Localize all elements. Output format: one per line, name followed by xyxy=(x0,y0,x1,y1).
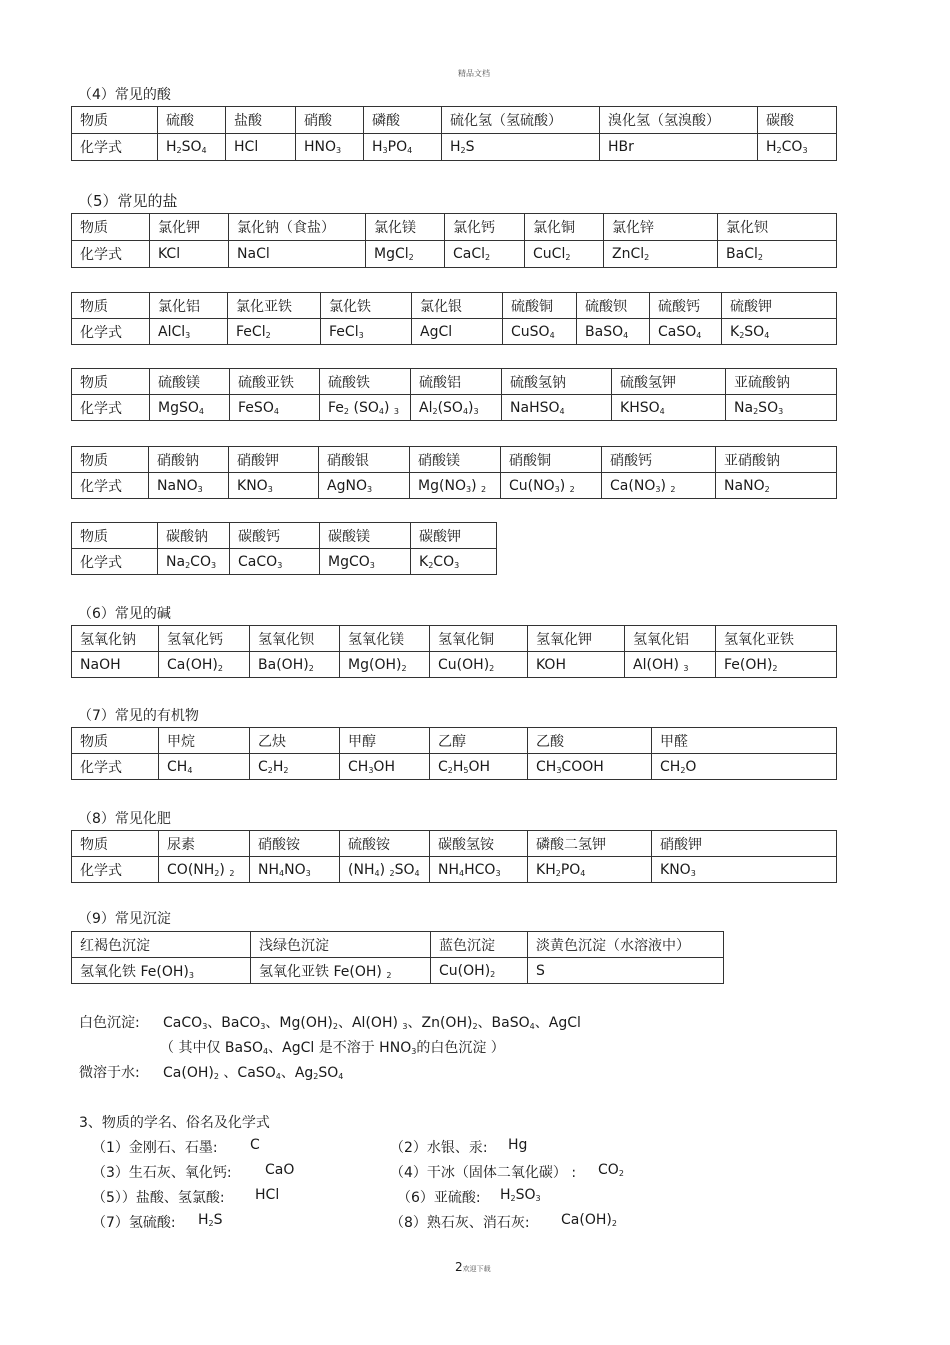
table-header-cell: 硫酸钾 xyxy=(722,293,837,319)
slightly-soluble-label: 微溶于水: xyxy=(79,1065,140,1081)
table-header-cell: 氯化钙 xyxy=(445,214,525,241)
table-cell: $Al_2(SO_4)_3$ xyxy=(411,395,502,421)
table-header-cell: 甲醛 xyxy=(652,728,837,754)
table-header-cell: 氢氧化亚铁 xyxy=(716,626,837,652)
table-header-cell: 磷酸 xyxy=(364,107,442,134)
table-header-cell: 物质 xyxy=(72,831,159,857)
table-cell: 化学式 xyxy=(72,754,159,780)
name-label: （4）干冰（固体二氧化碳） : xyxy=(390,1165,577,1181)
table-header-cell: 硝酸钾 xyxy=(652,831,837,857)
table-cell: 化学式 xyxy=(72,319,150,345)
table-header-cell: 亚硫酸钠 xyxy=(726,369,837,395)
table-header-cell: 氯化银 xyxy=(412,293,503,319)
white-precipitate-note: （ 其中仅 BaSO$_4$、AgCl 是不溶于 $HNO_3$的白色沉淀 ） xyxy=(160,1040,505,1056)
table-cell: KOH xyxy=(528,652,625,678)
table-row xyxy=(72,473,837,499)
table-cell: 化学式 xyxy=(72,473,149,499)
table-cell: 化学式 xyxy=(72,134,158,161)
table-cell: $CH_3COOH$ xyxy=(528,754,652,780)
header-row xyxy=(72,831,837,857)
table-cell: $HNO_3$ xyxy=(296,134,364,161)
table-cell: $Fe(OH)_2$ xyxy=(716,652,837,678)
page-number: 2 xyxy=(455,1260,463,1274)
name-formula: $CO_2$ xyxy=(598,1162,624,1178)
section-title-salts: （5）常见的盐 xyxy=(78,192,178,210)
table-header-cell: 碳酸钾 xyxy=(411,523,497,549)
name-label: （8）熟石灰、消石灰: xyxy=(390,1215,530,1231)
name-formula: $H_2S$ xyxy=(198,1212,223,1228)
table-cell: $Na_2CO_3$ xyxy=(158,549,230,575)
table-header-cell: 氯化锌 xyxy=(604,214,718,241)
table-cell: $Cu(NO_3)$ $_2$ xyxy=(501,473,602,499)
table-header-cell: 氯化钾 xyxy=(150,214,229,241)
table-header-cell: 硝酸铜 xyxy=(501,447,602,473)
table-cell: $Ca(OH)_2$ xyxy=(159,652,250,678)
header-row xyxy=(72,107,837,134)
table-cell: Al(OH) $_3$ xyxy=(625,652,716,678)
table-header-cell: 氯化铝 xyxy=(150,293,228,319)
table-header-cell: 氯化铁 xyxy=(321,293,412,319)
table-header-cell: 硫酸铁 xyxy=(320,369,411,395)
table-header-cell: 氯化镁 xyxy=(366,214,445,241)
table-header-cell: 氢氧化钠 xyxy=(72,626,159,652)
table-header-cell: 硫酸铜 xyxy=(503,293,577,319)
table-row xyxy=(72,549,497,575)
table-cell: MgCl$_2$ xyxy=(366,241,445,268)
name-formula: HCl xyxy=(255,1187,280,1203)
table-header-cell: 氢氧化镁 xyxy=(340,626,430,652)
table-cell: KCl xyxy=(150,241,229,268)
name-label: （3）生石灰、氧化钙: xyxy=(92,1165,232,1181)
page-header: 精品文档 xyxy=(458,69,490,78)
salts-table-4 xyxy=(71,446,837,499)
table-cell: NaNO$_2$ xyxy=(716,473,837,499)
header-row xyxy=(72,523,497,549)
table-cell: NaHSO$_4$ xyxy=(502,395,612,421)
table-header-cell: 甲烷 xyxy=(159,728,250,754)
table-row xyxy=(72,857,837,883)
white-precipitate-list: CaCO$_3$、BaCO$_3$、$Mg(OH)_2$、Al(OH) $_3$、$Zn(OH)_2$、BaSO$_4$、AgCl xyxy=(163,1015,581,1031)
table-cell: FeCl$_2$ xyxy=(228,319,321,345)
table-cell: $H_2S$ xyxy=(442,134,600,161)
name-label: （2）水银、汞: xyxy=(390,1140,488,1156)
table-header-cell: 硝酸钠 xyxy=(149,447,229,473)
table-cell: HBr xyxy=(600,134,758,161)
acids-table xyxy=(71,106,837,161)
table-cell: $CO(NH_2)$ $_2$ xyxy=(159,857,250,883)
name-label: （5））盐酸、氢氯酸: xyxy=(92,1190,225,1206)
table-cell: FeCl$_3$ xyxy=(321,319,412,345)
table-header-cell: 浅绿色沉淀 xyxy=(251,932,431,958)
table-header-cell: 碳酸钙 xyxy=(230,523,320,549)
table-row xyxy=(72,319,837,345)
table-cell: FeSO$_4$ xyxy=(230,395,320,421)
table-cell: $NH_4NO_3$ xyxy=(250,857,340,883)
table-cell: $H_3PO_4$ xyxy=(364,134,442,161)
table-cell: $KH_2PO_4$ xyxy=(528,857,652,883)
table-cell: $K_2CO_3$ xyxy=(411,549,497,575)
table-cell: $C_2H_5OH$ xyxy=(430,754,528,780)
header-row xyxy=(72,369,837,395)
table-cell: $CH_2O$ xyxy=(652,754,837,780)
table-cell: 化学式 xyxy=(72,241,150,268)
name-label: （6）亚硫酸: xyxy=(397,1190,481,1206)
table-cell: HCl xyxy=(226,134,296,161)
table-header-cell: 氯化钡 xyxy=(718,214,837,241)
table-header-cell: 红褐色沉淀 xyxy=(72,932,251,958)
table-header-cell: 物质 xyxy=(72,523,158,549)
table-cell: ZnCl$_2$ xyxy=(604,241,718,268)
table-header-cell: 物质 xyxy=(72,728,159,754)
table-cell: 化学式 xyxy=(72,857,159,883)
table-header-cell: 氯化亚铁 xyxy=(228,293,321,319)
table-header-cell: 硫酸钙 xyxy=(650,293,722,319)
table-cell: $Ca(NO_3)$ $_2$ xyxy=(602,473,716,499)
name-label: （7）氢硫酸: xyxy=(92,1215,176,1231)
table-row xyxy=(72,134,837,161)
table-header-cell: 硫酸亚铁 xyxy=(230,369,320,395)
table-cell: $KNO_3$ xyxy=(652,857,837,883)
section-title-precipitates: （9）常见沉淀 xyxy=(78,911,171,927)
table-cell: BaCl$_2$ xyxy=(718,241,837,268)
table-cell: $CH_4$ xyxy=(159,754,250,780)
table-header-cell: 盐酸 xyxy=(226,107,296,134)
salts-table-2 xyxy=(71,292,837,345)
table-cell: $Cu(OH)_2$ xyxy=(431,958,528,984)
table-header-cell: 硝酸钾 xyxy=(229,447,319,473)
table-cell: NaOH xyxy=(72,652,159,678)
table-header-cell: 氢氧化钙 xyxy=(159,626,250,652)
header-row xyxy=(72,626,837,652)
name-formula: Hg xyxy=(508,1137,528,1153)
table-cell: 氢氧化亚铁 Fe(OH) $_2$ xyxy=(251,958,431,984)
slightly-soluble-list: $Ca(OH)_2$ 、CaSO$_4$、$Ag_2SO_4$ xyxy=(163,1065,344,1081)
table-cell: $Na_2SO_3$ xyxy=(726,395,837,421)
section-title-organics: （7）常见的有机物 xyxy=(78,708,199,724)
organics-table xyxy=(71,727,837,780)
salts-table-1 xyxy=(71,213,837,268)
table-header-cell: 硫酸氢钠 xyxy=(502,369,612,395)
names-heading: 3、物质的学名、俗名及化学式 xyxy=(79,1115,270,1131)
table-cell: S xyxy=(528,958,724,984)
table-cell: $H_2CO_3$ xyxy=(758,134,837,161)
table-cell: $K_2SO_4$ xyxy=(722,319,837,345)
table-cell: $KNO_3$ xyxy=(229,473,319,499)
table-header-cell: 硫酸铝 xyxy=(411,369,502,395)
table-header-cell: 硝酸钙 xyxy=(602,447,716,473)
table-cell: $KHSO_4$ xyxy=(612,395,726,421)
name-formula: $H_2SO_3$ xyxy=(500,1187,541,1203)
table-header-cell: 淡黄色沉淀（水溶液中） xyxy=(528,932,724,958)
table-row xyxy=(72,958,724,984)
table-cell: 氢氧化铁 $Fe(OH)_3$ xyxy=(72,958,251,984)
name-formula: C xyxy=(250,1137,260,1153)
table-cell: NaNO$_3$ xyxy=(149,473,229,499)
table-header-cell: 乙炔 xyxy=(250,728,340,754)
name-label: （1）金刚石、石墨: xyxy=(92,1140,218,1156)
table-header-cell: 硝酸铵 xyxy=(250,831,340,857)
header-row xyxy=(72,932,724,958)
section-title-bases: （6）常见的碱 xyxy=(78,606,171,622)
table-cell: $CH_3OH$ xyxy=(340,754,430,780)
table-row xyxy=(72,652,837,678)
table-header-cell: 硫酸钡 xyxy=(577,293,650,319)
table-cell: MgSO$_4$ xyxy=(150,395,230,421)
table-header-cell: 硫酸 xyxy=(158,107,226,134)
table-cell: AlCl$_3$ xyxy=(150,319,228,345)
table-header-cell: 氯化钠（食盐） xyxy=(229,214,366,241)
table-header-cell: 氢氧化铜 xyxy=(430,626,528,652)
table-header-cell: 碳酸 xyxy=(758,107,837,134)
table-header-cell: 乙酸 xyxy=(528,728,652,754)
table-cell: $Mg(OH)_2$ xyxy=(340,652,430,678)
header-row xyxy=(72,293,837,319)
table-header-cell: 硝酸 xyxy=(296,107,364,134)
white-precipitate-label: 白色沉淀: xyxy=(79,1015,140,1031)
table-cell: $Fe_2$ $(SO_4)$ $_3$ xyxy=(320,395,411,421)
table-header-cell: 氢氧化钡 xyxy=(250,626,340,652)
table-cell: AgCl xyxy=(412,319,503,345)
table-header-cell: 碳酸钠 xyxy=(158,523,230,549)
table-cell: CaSO$_4$ xyxy=(650,319,722,345)
table-header-cell: 硝酸银 xyxy=(319,447,410,473)
table-cell: CaCO$_3$ xyxy=(230,549,320,575)
table-cell: $Mg(NO_3)$ $_2$ xyxy=(410,473,501,499)
table-cell: 化学式 xyxy=(72,395,150,421)
header-row xyxy=(72,214,837,241)
table-header-cell: 物质 xyxy=(72,369,150,395)
table-header-cell: 磷酸二氢钾 xyxy=(528,831,652,857)
table-header-cell: 硫酸镁 xyxy=(150,369,230,395)
table-cell: AgNO$_3$ xyxy=(319,473,410,499)
table-row xyxy=(72,241,837,268)
header-row xyxy=(72,447,837,473)
table-header-cell: 甲醇 xyxy=(340,728,430,754)
table-cell: $Ba(OH)_2$ xyxy=(250,652,340,678)
section-title-fertilizers: （8）常见化肥 xyxy=(78,811,171,827)
footer-text: 欢迎下载 xyxy=(462,1265,491,1273)
table-cell: MgCO$_3$ xyxy=(320,549,411,575)
table-cell: CaCl$_2$ xyxy=(445,241,525,268)
table-cell: $Cu(OH)_2$ xyxy=(430,652,528,678)
table-header-cell: 溴化氢（氢溴酸） xyxy=(600,107,758,134)
table-row xyxy=(72,754,837,780)
table-header-cell: 硝酸镁 xyxy=(410,447,501,473)
page-footer xyxy=(455,1260,491,1274)
name-formula: CaO xyxy=(265,1162,295,1178)
table-header-cell: 尿素 xyxy=(159,831,250,857)
name-formula: $Ca(OH)_2$ xyxy=(561,1212,617,1228)
table-cell: $NH_4HCO_3$ xyxy=(430,857,528,883)
table-row xyxy=(72,395,837,421)
header-row xyxy=(72,728,837,754)
table-header-cell: 硫酸铵 xyxy=(340,831,430,857)
table-cell: $(NH_4)$ $_2SO_4$ xyxy=(340,857,430,883)
table-header-cell: 氯化铜 xyxy=(525,214,604,241)
table-header-cell: 乙醇 xyxy=(430,728,528,754)
table-cell: $C_2H_2$ xyxy=(250,754,340,780)
salts-table-5 xyxy=(71,522,497,575)
fertilizers-table xyxy=(71,830,837,883)
table-header-cell: 氢氧化钾 xyxy=(528,626,625,652)
table-header-cell: 硫酸氢钾 xyxy=(612,369,726,395)
salts-table-3 xyxy=(71,368,837,421)
table-header-cell: 硫化氢（氢硫酸） xyxy=(442,107,600,134)
table-header-cell: 蓝色沉淀 xyxy=(431,932,528,958)
table-header-cell: 氢氧化铝 xyxy=(625,626,716,652)
table-cell: BaSO$_4$ xyxy=(577,319,650,345)
table-header-cell: 碳酸镁 xyxy=(320,523,411,549)
table-header-cell: 物质 xyxy=(72,447,149,473)
table-cell: $H_2SO_4$ xyxy=(158,134,226,161)
table-cell: CuSO$_4$ xyxy=(503,319,577,345)
table-cell: NaCl xyxy=(229,241,366,268)
table-header-cell: 物质 xyxy=(72,214,150,241)
section-title-acids: （4）常见的酸 xyxy=(78,87,171,103)
table-cell: CuCl$_2$ xyxy=(525,241,604,268)
table-header-cell: 物质 xyxy=(72,293,150,319)
table-header-cell: 亚硝酸钠 xyxy=(716,447,837,473)
table-header-cell: 物质 xyxy=(72,107,158,134)
bases-table xyxy=(71,625,837,678)
table-header-cell: 碳酸氢铵 xyxy=(430,831,528,857)
table-cell: 化学式 xyxy=(72,549,158,575)
precipitates-table xyxy=(71,931,724,984)
